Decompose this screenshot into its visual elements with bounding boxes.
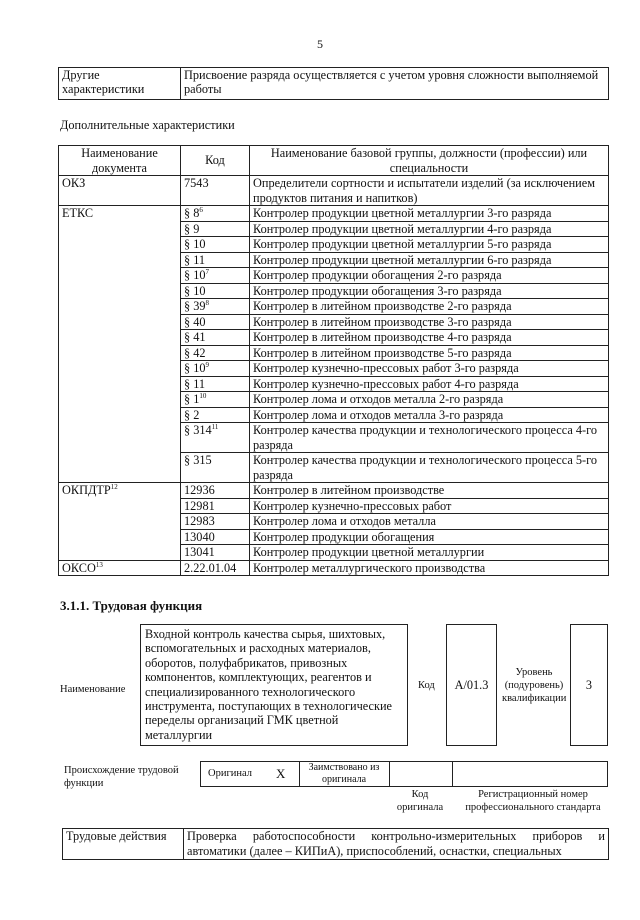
document-name: ОКЗ (62, 176, 86, 190)
occupation-name: Контролер продукции обогащения 3-го разряда (250, 283, 609, 299)
code-value: § 315 (184, 453, 212, 467)
document-cell (59, 206, 181, 483)
code-value: § 11 (184, 252, 206, 267)
header-name: Наименование базовой группы, должности (профессии) или специальности (250, 146, 609, 176)
table-row (59, 176, 609, 206)
borrowed-label: Заимствовано из оригинала (299, 762, 390, 786)
code-value: § 9 (184, 221, 200, 236)
other-characteristics-label: Другие характеристики (59, 68, 181, 100)
code-cell (181, 206, 250, 222)
code-value: § 1 (184, 392, 200, 406)
occupation-name: Контролер продукции цветной металлургии 4-го разряда (250, 221, 609, 237)
code-cell (181, 376, 250, 392)
qualification-level: 3 (570, 624, 608, 746)
origin-label: Происхождение трудовой функции (64, 765, 179, 789)
document-name: ОКПДТР (62, 483, 111, 497)
code-cell (181, 407, 250, 423)
additional-characteristics-table (58, 145, 609, 576)
document-name: ЕТКС (62, 206, 94, 220)
occupation-name: Контролер качества продукции и технологического процесса 4-го разряда (250, 423, 609, 453)
document-cell (59, 176, 181, 206)
code-cell (181, 299, 250, 315)
footnote-ref: 10 (199, 391, 207, 400)
code-value: § 42 (184, 345, 206, 360)
original-code-cell (389, 762, 453, 786)
other-characteristics-value: Присвоение разряда осуществляется с учетом уровня сложности выполняемой работы (181, 68, 609, 100)
occupation-name: Контролер кузнечно-прессовых работ (250, 498, 609, 514)
code-cell (181, 252, 250, 268)
original-cell (201, 762, 300, 786)
code-value: § 10 (184, 268, 206, 282)
code-cell (181, 221, 250, 237)
document-cell (59, 483, 181, 561)
table-row (59, 560, 609, 576)
occupation-name: Контролер лома и отходов металла (250, 514, 609, 530)
header-code: Код (181, 146, 250, 176)
footnote-ref: 13 (95, 560, 103, 569)
function-name: Входной контроль качества сырья, шихтовых, вспомогательных и расходных материалов, оборотов, полуфабрикатов, привозных компонентов, комплектующих, реагентов и специализированного технологического инструмента, поступающих в технологические переделы организаций ГМК цветной металлургии (140, 624, 408, 746)
code-value: § 40 (184, 314, 206, 329)
table-row (59, 483, 609, 499)
occupation-name: Контролер в литейном производстве 5-го разряда (250, 345, 609, 361)
section-title: 3.1.1. Трудовая функция (60, 598, 203, 613)
code-value: 13041 (184, 545, 215, 559)
code-value: § 11 (184, 376, 206, 391)
page-number: 5 (317, 37, 323, 51)
occupation-name: Контролер в литейном производстве 2-го разряда (250, 299, 609, 315)
occupation-name: Контролер кузнечно-прессовых работ 4-го разряда (250, 376, 609, 392)
code-value: 13040 (184, 529, 215, 544)
occupation-name: Контролер в литейном производстве 4-го разряда (250, 330, 609, 346)
code-value: 12936 (184, 483, 215, 497)
code-cell (181, 423, 250, 453)
occupation-name: Контролер продукции цветной металлургии 5-го разряда (250, 237, 609, 253)
code-value: 7543 (184, 176, 209, 190)
code-cell (181, 237, 250, 253)
code-cell (181, 345, 250, 361)
code-value: § 10 (184, 237, 206, 251)
document-name: ОКСО (62, 560, 96, 575)
code-cell (181, 176, 250, 206)
origin-box (200, 761, 608, 787)
code-value: 12983 (184, 514, 215, 528)
code-cell (181, 514, 250, 530)
code-value: 12981 (184, 498, 215, 513)
document-cell (59, 560, 181, 576)
footnote-ref: 6 (199, 205, 203, 214)
function-code: А/01.3 (446, 624, 497, 746)
code-cell (181, 392, 250, 408)
occupation-name: Определители сортности и испытатели изделий (за исключением продуктов питания и напитков) (250, 176, 609, 206)
code-value: § 2 (184, 407, 200, 422)
code-cell (181, 453, 250, 483)
additional-characteristics-title: Дополнительные характеристики (60, 118, 235, 132)
code-cell (181, 268, 250, 284)
occupation-name: Контролер в литейном производстве (250, 483, 609, 499)
other-characteristics-table (58, 67, 609, 100)
labor-actions-label: Трудовые действия (63, 829, 184, 860)
occupation-name: Контролер лома и отходов металла 2-го разряда (250, 392, 609, 408)
original-mark: X (276, 766, 286, 781)
name-label: Наименование (60, 684, 126, 695)
original-label: Оригинал (208, 768, 252, 779)
code-cell (181, 330, 250, 346)
footnote-ref: 8 (205, 298, 210, 307)
occupation-name: Контролер в литейном производстве 3-го разряда (250, 314, 609, 330)
table-row (59, 206, 609, 222)
code-cell (181, 283, 250, 299)
footnote-ref: 12 (110, 482, 118, 491)
occupation-name: Контролер продукции цветной металлургии 6-го разряда (250, 252, 609, 268)
code-cell (181, 560, 250, 576)
code-label: Код (418, 680, 435, 691)
occupation-name: Контролер металлургического производства (250, 560, 609, 576)
occupation-name: Контролер кузнечно-прессовых работ 3-го разряда (250, 361, 609, 377)
occupation-name: Контролер продукции обогащения 2-го разряда (250, 268, 609, 284)
code-value: § 41 (184, 330, 206, 344)
occupation-name: Контролер продукции цветной металлургии (250, 545, 609, 561)
level-label: Уровень (подуровень) квалификации (502, 667, 567, 704)
original-code-label: Код оригинала (396, 789, 444, 813)
registration-number-label: Регистрационный номер профессионального стандарта (465, 789, 601, 813)
code-cell (181, 545, 250, 561)
footnote-ref: 7 (205, 267, 210, 276)
code-cell (181, 361, 250, 377)
occupation-name: Контролер продукции цветной металлургии 3-го разряда (250, 206, 609, 222)
code-value: § 39 (184, 299, 206, 313)
occupation-name: Контролер продукции обогащения (250, 529, 609, 545)
code-cell (181, 529, 250, 545)
code-cell (181, 483, 250, 499)
labor-actions-table (62, 828, 609, 860)
code-value: 2.22.01.04 (184, 560, 237, 575)
occupation-name: Контролер качества продукции и технологического процесса 5-го разряда (250, 453, 609, 483)
labor-actions-text: Проверка работоспособности контрольно-измерительных приборов и автоматики (далее – КИПиА), приспособлений, оснастки, специальных (184, 829, 609, 860)
code-cell (181, 498, 250, 514)
code-value: § 8 (184, 206, 200, 220)
header-document: Наименование документа (59, 146, 181, 176)
code-value: § 10 (184, 283, 206, 298)
footnote-ref: 9 (205, 360, 210, 369)
code-value: § 10 (184, 361, 206, 375)
code-value: § 314 (184, 423, 212, 437)
code-cell (181, 314, 250, 330)
occupation-name: Контролер лома и отходов металла 3-го разряда (250, 407, 609, 423)
footnote-ref: 11 (211, 422, 219, 431)
